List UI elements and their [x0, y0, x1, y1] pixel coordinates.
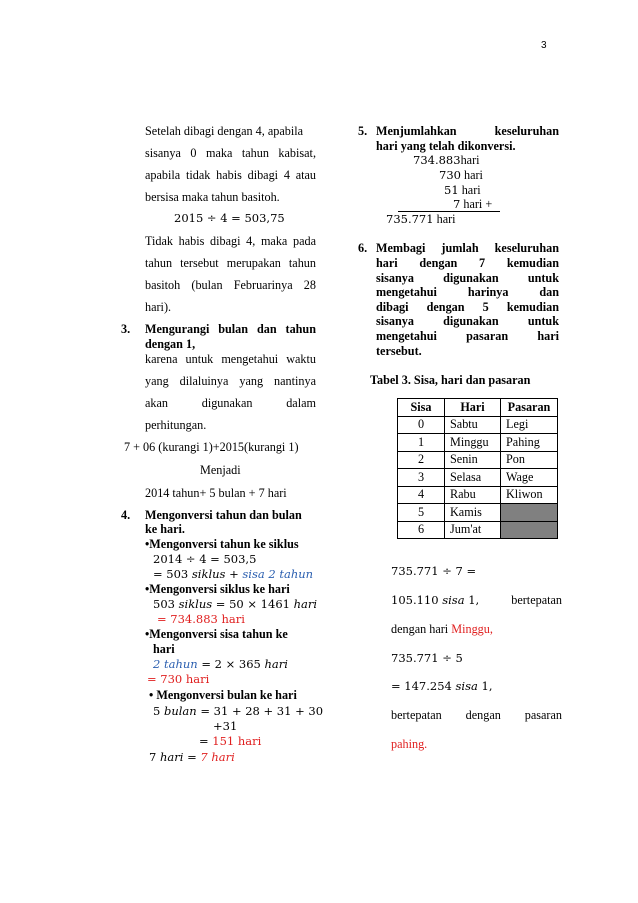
table-row: [398, 486, 558, 504]
table-cell: Rabu: [445, 486, 501, 504]
equation: 2015 ÷ 4 = 503,75: [174, 211, 285, 225]
equation-result: = 730 hari: [147, 672, 210, 686]
section-number: 6.: [358, 241, 368, 255]
bullet-icon: •: [145, 582, 150, 596]
table-cell: 6: [398, 521, 445, 539]
table-cell: 3: [398, 469, 445, 487]
table-cell: 4: [398, 486, 445, 504]
table-caption: Tabel 3. Sisa, hari dan pasaran: [370, 373, 531, 387]
section-heading: Mengonversi tahun dan bulan: [145, 508, 302, 522]
bullet-item: [149, 688, 297, 703]
table-cell: Kamis: [445, 504, 501, 522]
section-heading: Mengurangi bulan dan tahun: [145, 322, 316, 336]
sum-row: 51 hari: [444, 183, 481, 197]
equation: 5 bulan = 31 + 28 + 31 + 30: [153, 704, 324, 718]
equation: 735.771 ÷ 7 =: [391, 564, 477, 578]
equation: = 147.254 sisa 1,: [391, 679, 493, 693]
table-cell: Kliwon: [501, 486, 558, 504]
table-cell: Jum'at: [445, 521, 501, 539]
text: Setelah dibagi dengan 4, apabila: [145, 124, 304, 138]
equation: 105.110 sisa 1, bertepatan: [391, 593, 562, 607]
equation: 7 hari = 7 hari: [149, 750, 235, 764]
table-header: Pasaran: [501, 399, 558, 417]
paragraph-line: perhitungan.: [145, 418, 207, 432]
equation: 7 + 06 (kurangi 1)+2015(kurangi 1): [124, 440, 299, 454]
page-number: 3: [541, 40, 547, 51]
bullet-heading: Mengonversi sisa tahun ke: [149, 627, 288, 641]
table-cell: 1: [398, 434, 445, 452]
paragraph-line: bersisa maka tahun basitoh.: [145, 190, 280, 204]
bullet-icon: •: [145, 627, 150, 641]
sum-row: 730 hari: [439, 168, 483, 182]
table-row: [398, 451, 558, 469]
table-row: [398, 521, 558, 539]
section-heading: mengetahui pasaran hari: [376, 329, 559, 343]
section-heading: sisanya digunakan untuk: [376, 271, 559, 285]
bullet-heading: Mengonversi siklus ke hari: [149, 582, 290, 596]
table-row: [398, 416, 558, 434]
paragraph-line: akan digunakan dalam: [145, 396, 316, 410]
bullet-heading: hari: [153, 642, 175, 656]
paragraph-line: Tidak habis dibagi 4, maka pada: [145, 234, 316, 248]
table-cell: 5: [398, 504, 445, 522]
table-cell: Wage: [501, 469, 558, 487]
section-heading: hari dengan 7 kemudian: [376, 256, 559, 270]
paragraph-line: yang dilaluinya yang nantinya: [145, 374, 316, 388]
table-row: [398, 469, 558, 487]
table-header-row: [398, 399, 558, 417]
section-heading: ke hari.: [145, 522, 185, 536]
paragraph-line: sisanya 0 maka tahun kabisat,: [145, 146, 316, 160]
equation: 2014 ÷ 4 = 503,5: [153, 552, 257, 566]
table-cell: Legi: [501, 416, 558, 434]
section-heading: mengetahui harinya dan: [376, 285, 559, 299]
section-number: 5.: [358, 124, 368, 138]
equation: 735.771 ÷ 5: [391, 651, 463, 665]
table-cell: 0: [398, 416, 445, 434]
table-header: Sisa: [398, 399, 445, 417]
section-heading: dengan 1,: [145, 337, 196, 351]
bullet-item: [145, 582, 290, 597]
text: dengan hari Minggu,: [391, 622, 493, 636]
bullet-heading: Mengonversi bulan ke hari: [156, 688, 297, 702]
bullet-heading: Mengonversi tahun ke siklus: [149, 537, 299, 551]
paragraph-line: karena untuk mengetahui waktu: [145, 352, 316, 366]
section-heading: dibagi dengan 5 kemudian: [376, 300, 559, 314]
text: pahing.: [391, 737, 428, 751]
bullet-icon: •: [145, 537, 150, 551]
table-row: [398, 504, 558, 522]
paragraph-line: tahun tersebut merupakan tahun: [145, 256, 316, 270]
equation: 503 siklus = 50 × 1461 hari: [153, 597, 318, 611]
text: Menjadi: [200, 463, 241, 477]
table-cell: Minggu: [445, 434, 501, 452]
sum-row: 734.883hari: [413, 153, 480, 167]
table-cell: Pahing: [501, 434, 558, 452]
table-cell: Selasa: [445, 469, 501, 487]
equation: = 503 siklus + sisa 2 tahun: [153, 567, 314, 581]
section-number: 3.: [121, 322, 131, 336]
table-cell: 2: [398, 451, 445, 469]
paragraph-line: [145, 124, 316, 139]
data-table: [397, 398, 558, 539]
equation-result: = 151 hari: [199, 734, 262, 748]
section-heading: Membagi jumlah keseluruhan: [376, 241, 559, 255]
table-cell-empty: [501, 504, 558, 522]
equation-result: = 734.883 hari: [157, 612, 245, 626]
section-heading: tersebut.: [376, 344, 422, 358]
section-heading: Menjumlahkan keseluruhan: [376, 124, 559, 138]
table-cell: Pon: [501, 451, 558, 469]
bullet-icon: •: [149, 688, 157, 702]
paragraph-line: basitoh (bulan Februarinya 28: [145, 278, 316, 292]
table-cell: Sabtu: [445, 416, 501, 434]
paragraph-line: hari).: [145, 300, 172, 314]
section-heading: sisanya digunakan untuk: [376, 314, 559, 328]
paragraph-line: apabila tidak habis dibagi 4 atau: [145, 168, 316, 182]
equation: +31: [213, 719, 238, 733]
sum-row: 7 hari +: [453, 197, 493, 211]
equation: 2 tahun = 2 × 365 hari: [153, 657, 288, 671]
sum-total: 735.771 hari: [386, 212, 456, 226]
section-heading: hari yang telah dikonversi.: [376, 139, 516, 153]
text: bertepatan dengan pasaran: [391, 708, 562, 722]
table-row: [398, 434, 558, 452]
table-cell: Senin: [445, 451, 501, 469]
table-cell-empty: [501, 521, 558, 539]
table-header: Hari: [445, 399, 501, 417]
equation: 2014 tahun+ 5 bulan + 7 hari: [145, 486, 287, 500]
section-number: 4.: [121, 508, 131, 522]
bullet-item: [145, 537, 299, 552]
bullet-item: [145, 627, 316, 642]
